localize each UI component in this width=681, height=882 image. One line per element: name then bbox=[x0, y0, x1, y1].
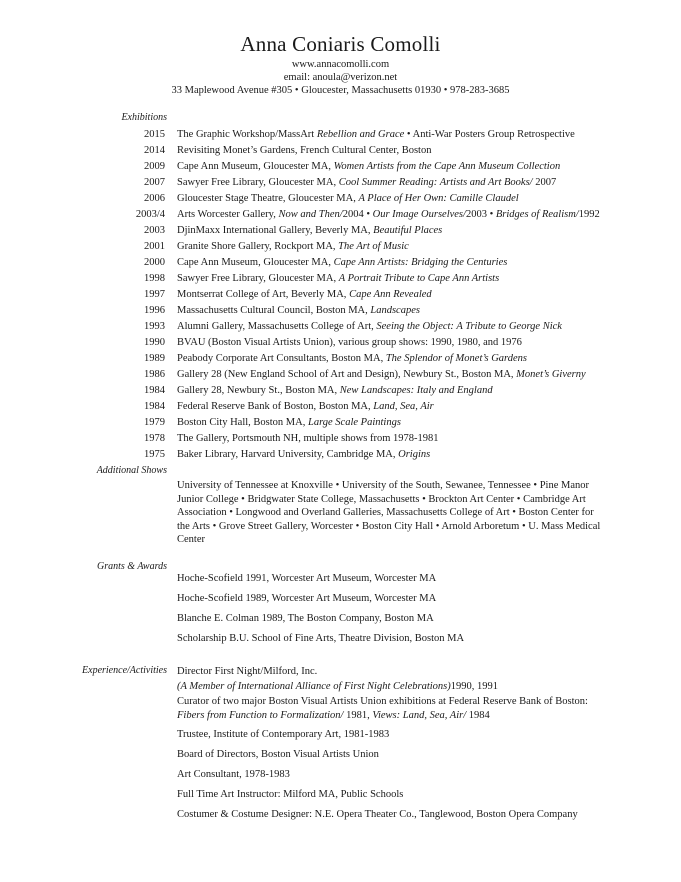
exhibition-year: 1984 bbox=[144, 401, 165, 412]
exhibition-venue: 2007 bbox=[532, 177, 557, 188]
exhibition-venue: Gallery 28, Newbury St., Boston MA, bbox=[177, 385, 340, 396]
exhibition-text bbox=[177, 224, 442, 238]
exhibition-venue: Federal Reserve Bank of Boston, Boston MA, bbox=[177, 401, 374, 412]
exhibition-year: 1993 bbox=[144, 321, 165, 332]
exhibition-year: 2014 bbox=[144, 145, 165, 156]
additional-shows-label: Additional Shows bbox=[96, 465, 167, 476]
experience-item: Art Consultant, 1978-1983 bbox=[177, 769, 290, 780]
exhibitions-list bbox=[0, 128, 681, 464]
exhibition-venue: Cape Ann Museum, Gloucester MA, bbox=[177, 161, 334, 172]
exhibition-row bbox=[0, 416, 681, 432]
experience-director: Director First Night/Milford, Inc. bbox=[177, 666, 318, 677]
grant-item: Blanche E. Colman 1989, The Boston Company, Boston MA bbox=[177, 613, 434, 624]
exhibition-year: 1978 bbox=[144, 433, 165, 444]
exhibition-row bbox=[0, 160, 681, 176]
experience-curator: Curator of two major Boston Visual Artists Union exhibitions at Federal Reserve Bank of Boston: bbox=[177, 696, 588, 707]
exhibition-title: Large Scale Paintings bbox=[307, 417, 401, 428]
exhibition-text bbox=[177, 400, 434, 414]
exhibition-venue: 2003 • bbox=[465, 209, 496, 220]
exhibition-title: Land, Sea, Air bbox=[373, 401, 434, 412]
website[interactable]: www.annacomolli.com bbox=[291, 59, 390, 70]
exhibition-venue: 1992 bbox=[578, 209, 600, 220]
exhibition-row bbox=[0, 432, 681, 448]
exhibition-title: Seeing the Object: A Tribute to George Nick bbox=[376, 321, 562, 332]
artist-name: Anna Coniaris Comolli bbox=[240, 32, 441, 56]
exhibition-text bbox=[177, 336, 522, 350]
exhibition-title: Now and Then/ bbox=[278, 209, 343, 220]
grant-item: Hoche-Scofield 1989, Worcester Art Museum, Worcester MA bbox=[177, 593, 437, 604]
exhibition-title: Women Artists from the Cape Ann Museum Collection bbox=[333, 161, 561, 172]
exhibition-text bbox=[177, 128, 575, 142]
exhibition-text bbox=[177, 448, 430, 462]
exhibition-text bbox=[177, 144, 431, 158]
exhibition-title: The Splendor of Monet’s Gardens bbox=[385, 353, 527, 364]
first-night-alliance: (A Member of International Alliance of First Night Celebrations) bbox=[177, 681, 451, 692]
exhibition-row bbox=[0, 352, 681, 368]
grant-item: Hoche-Scofield 1991, Worcester Art Museum, Worcester MA bbox=[177, 573, 437, 584]
exhibition-row bbox=[0, 176, 681, 192]
exhibition-row bbox=[0, 128, 681, 144]
exhibition-year: 2001 bbox=[144, 241, 165, 252]
exhibition-venue: Granite Shore Gallery, Rockport MA, bbox=[177, 241, 339, 252]
exhibition-venue: Alumni Gallery, Massachusetts College of Art, bbox=[177, 321, 377, 332]
experience-item: Costumer & Costume Designer: N.E. Opera Theater Co., Tanglewood, Boston Opera Company bbox=[177, 809, 578, 820]
exhibition-venue: Arts Worcester Gallery, bbox=[177, 209, 279, 220]
exhibition-row bbox=[0, 368, 681, 384]
exhibition-year: 2006 bbox=[144, 193, 165, 204]
exhibition-title: A Portrait Tribute to Cape Ann Artists bbox=[338, 273, 500, 284]
exhibition-text bbox=[177, 304, 420, 318]
exhibition-year: 1975 bbox=[144, 449, 165, 460]
exhibition-text bbox=[177, 368, 586, 382]
exhibition-venue: Montserrat College of Art, Beverly MA, bbox=[177, 289, 350, 300]
exhibition-venue: Massachusetts Cultural Council, Boston MA, bbox=[177, 305, 371, 316]
exhibition-text bbox=[177, 416, 401, 430]
exhibition-year: 2015 bbox=[144, 129, 165, 140]
exhibition-title: The Art of Music bbox=[338, 241, 409, 252]
exhibition-text bbox=[177, 432, 439, 446]
exhibition-row bbox=[0, 320, 681, 336]
exhibition-row bbox=[0, 448, 681, 464]
exhibition-year: 2009 bbox=[144, 161, 165, 172]
exhibition-title: Our Image Ourselves/ bbox=[372, 209, 466, 220]
exhibition-row bbox=[0, 336, 681, 352]
exhibition-year: 1986 bbox=[144, 369, 165, 380]
resume-header bbox=[0, 32, 681, 97]
curator-year-2: 1984 bbox=[466, 710, 490, 721]
director-years: 1990, 1991 bbox=[450, 681, 499, 692]
exhibition-row bbox=[0, 224, 681, 240]
address: 33 Maplewood Avenue #305 • Gloucester, Massachusetts 01930 • 978-283-3685 bbox=[171, 85, 510, 96]
exhibition-year: 1989 bbox=[144, 353, 165, 364]
exhibition-row bbox=[0, 304, 681, 320]
exhibition-year: 2003 bbox=[144, 225, 165, 236]
exhibition-year: 2003/4 bbox=[135, 209, 165, 220]
experience-item: Trustee, Institute of Contemporary Art, 1981-1983 bbox=[177, 729, 390, 740]
exhibition-text bbox=[177, 240, 409, 254]
grant-item: Scholarship B.U. School of Fine Arts, Theatre Division, Boston MA bbox=[177, 633, 465, 644]
exhibition-venue: Revisiting Monet’s Gardens, French Cultural Center, Boston bbox=[177, 145, 432, 156]
exhibition-text bbox=[177, 288, 432, 302]
exhibition-text bbox=[177, 256, 507, 270]
experience-director-sub bbox=[177, 680, 498, 693]
exhibition-year: 1984 bbox=[144, 385, 165, 396]
exhibition-row bbox=[0, 400, 681, 416]
exhibition-title: Monet’s Giverny bbox=[516, 369, 586, 380]
exhibition-year: 2007 bbox=[144, 177, 165, 188]
exhibition-title: Cape Ann Artists: Bridging the Centuries bbox=[333, 257, 508, 268]
exhibition-row bbox=[0, 288, 681, 304]
experience-label: Experience/Activities bbox=[82, 665, 167, 676]
exhibition-year: 1979 bbox=[144, 417, 165, 428]
exhibition-year: 1996 bbox=[144, 305, 165, 316]
exhibition-title: Cool Summer Reading: Artists and Art Books/ bbox=[338, 177, 533, 188]
exhibition-text bbox=[177, 352, 527, 366]
exhibition-row bbox=[0, 256, 681, 272]
exhibition-text bbox=[177, 176, 556, 190]
curator-title-1: Fibers from Function to Formalization/ bbox=[177, 710, 344, 721]
exhibition-venue: Baker Library, Harvard University, Cambridge MA, bbox=[177, 449, 399, 460]
exhibition-venue: Gallery 28 (New England School of Art and Design), Newbury St., Boston MA, bbox=[177, 369, 517, 380]
exhibition-text bbox=[177, 320, 562, 334]
exhibition-venue: BVAU (Boston Visual Artists Union), various group shows: 1990, 1980, and 1976 bbox=[177, 337, 522, 348]
exhibition-title: Rebellion and Grace bbox=[316, 129, 405, 140]
email[interactable]: email: anoula@verizon.net bbox=[283, 72, 398, 83]
exhibition-text bbox=[177, 160, 560, 174]
exhibition-title: A Place of Her Own: Camille Claudel bbox=[358, 193, 519, 204]
exhibition-title: Landscapes bbox=[370, 305, 420, 316]
exhibition-row bbox=[0, 144, 681, 160]
exhibition-venue: Gloucester Stage Theatre, Gloucester MA, bbox=[177, 193, 359, 204]
exhibition-row bbox=[0, 208, 681, 224]
exhibition-year: 1997 bbox=[144, 289, 165, 300]
experience-curator-titles bbox=[177, 709, 490, 722]
exhibition-venue: 2004 • bbox=[342, 209, 373, 220]
experience-item: Board of Directors, Boston Visual Artists Union bbox=[177, 749, 379, 760]
exhibition-venue: The Graphic Workshop/MassArt bbox=[177, 129, 317, 140]
exhibition-text bbox=[177, 208, 600, 222]
experience-item: Full Time Art Instructor: Milford MA, Public Schools bbox=[177, 789, 404, 800]
exhibitions-label: Exhibitions bbox=[121, 112, 167, 123]
exhibition-row bbox=[0, 384, 681, 400]
exhibition-year: 1990 bbox=[144, 337, 165, 348]
exhibition-year: 1998 bbox=[144, 273, 165, 284]
exhibition-title: Beautiful Places bbox=[373, 225, 443, 236]
exhibition-venue: The Gallery, Portsmouth NH, multiple shows from 1978-1981 bbox=[177, 433, 439, 444]
exhibition-venue: Sawyer Free Library, Gloucester MA, bbox=[177, 273, 339, 284]
additional-shows-text: University of Tennessee at Knoxville • University of the South, Sewanee, Tennessee • Pine Manor Junior College • Bridgwater State College, Massachusetts • Brockton Art Center • Cambridge Art Association • Longwood and Overland Galleries, Massachusetts College of Art • Boston Center for the Arts • Grove Street Gallery, Worcester • Boston City Hall • Arnold Arboretum • U. Mass Medical Center bbox=[177, 480, 601, 545]
exhibition-row bbox=[0, 272, 681, 288]
exhibition-venue: Peabody Corporate Art Consultants, Boston MA, bbox=[177, 353, 386, 364]
exhibition-venue: DjinMaxx International Gallery, Beverly MA, bbox=[177, 225, 374, 236]
exhibition-title: New Landscapes: Italy and England bbox=[339, 385, 493, 396]
exhibition-venue: Cape Ann Museum, Gloucester MA, bbox=[177, 257, 334, 268]
exhibition-row bbox=[0, 192, 681, 208]
grants-label: Grants & Awards bbox=[96, 561, 167, 572]
exhibition-title: Origins bbox=[398, 449, 431, 460]
exhibition-venue: • Anti-War Posters Group Retrospective bbox=[404, 129, 575, 140]
curator-title-2: Views: Land, Sea, Air/ bbox=[372, 710, 467, 721]
curator-year-1: 1981, bbox=[343, 710, 373, 721]
exhibition-text bbox=[177, 192, 519, 206]
exhibition-venue: Boston City Hall, Boston MA, bbox=[177, 417, 308, 428]
exhibition-text bbox=[177, 384, 493, 398]
exhibition-year: 2000 bbox=[144, 257, 165, 268]
exhibition-title: Cape Ann Revealed bbox=[349, 289, 432, 300]
exhibition-row bbox=[0, 240, 681, 256]
exhibition-title: Bridges of Realism/ bbox=[495, 209, 579, 220]
exhibition-text bbox=[177, 272, 499, 286]
exhibition-venue: Sawyer Free Library, Gloucester MA, bbox=[177, 177, 339, 188]
